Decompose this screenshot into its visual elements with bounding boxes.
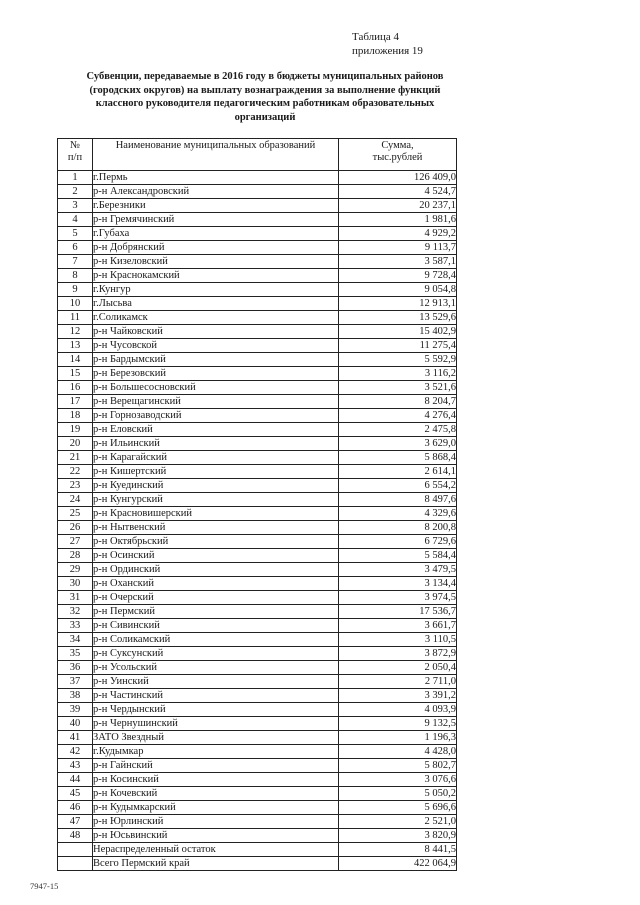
row-municipality: р-н Краснокамский: [93, 269, 339, 283]
row-municipality: р-н Октябрьский: [93, 535, 339, 549]
table-row: [58, 605, 457, 619]
row-amount: 5 696,6: [339, 801, 457, 815]
row-amount: 3 820,9: [339, 829, 457, 843]
row-number: 19: [58, 423, 93, 437]
row-municipality: р-н Кизеловский: [93, 255, 339, 269]
header-name: Наименование муниципальных образований: [93, 139, 339, 171]
table-row: [58, 325, 457, 339]
row-number: 40: [58, 717, 93, 731]
row-number: 15: [58, 367, 93, 381]
row-number: 3: [58, 199, 93, 213]
row-municipality: р-н Ильинский: [93, 437, 339, 451]
row-number: 45: [58, 787, 93, 801]
caption-appendix: приложения 19: [352, 45, 423, 57]
row-municipality: г.Березники: [93, 199, 339, 213]
row-amount: 9 132,5: [339, 717, 457, 731]
row-municipality: р-н Кочевский: [93, 787, 339, 801]
row-number: 1: [58, 171, 93, 185]
row-number: 35: [58, 647, 93, 661]
table-row: [58, 619, 457, 633]
row-number: 7: [58, 255, 93, 269]
row-municipality: р-н Кунгурский: [93, 493, 339, 507]
subsidy-table: [57, 138, 457, 871]
row-amount: 12 913,1: [339, 297, 457, 311]
row-municipality: р-н Красновишерский: [93, 507, 339, 521]
table-header: [58, 139, 457, 171]
table-row: [58, 787, 457, 801]
row-amount: 3 116,2: [339, 367, 457, 381]
row-amount: 4 428,0: [339, 745, 457, 759]
table-row: [58, 283, 457, 297]
table-row: [58, 465, 457, 479]
document-title: [60, 70, 470, 124]
row-number: 33: [58, 619, 93, 633]
header-sum: Сумма, тыс.рублей: [339, 139, 457, 171]
table-row: [58, 353, 457, 367]
row-municipality: р-н Чернушинский: [93, 717, 339, 731]
table-row: [58, 255, 457, 269]
table-row: [58, 549, 457, 563]
row-municipality: Всего Пермский край: [93, 857, 339, 871]
row-amount: 9 054,8: [339, 283, 457, 297]
table-row: [58, 367, 457, 381]
table-row: [58, 717, 457, 731]
row-amount: 2 050,4: [339, 661, 457, 675]
row-municipality: р-н Юрлинский: [93, 815, 339, 829]
row-municipality: р-н Чайковский: [93, 325, 339, 339]
row-number: 11: [58, 311, 93, 325]
table-row: [58, 745, 457, 759]
row-municipality: ЗАТО Звездный: [93, 731, 339, 745]
row-number: 17: [58, 395, 93, 409]
row-municipality: г.Лысьва: [93, 297, 339, 311]
row-amount: 4 524,7: [339, 185, 457, 199]
row-number: 29: [58, 563, 93, 577]
row-number: 6: [58, 241, 93, 255]
row-number: 18: [58, 409, 93, 423]
row-amount: 11 275,4: [339, 339, 457, 353]
table-row: [58, 591, 457, 605]
row-number: 36: [58, 661, 93, 675]
row-amount: 3 661,7: [339, 619, 457, 633]
row-amount: 3 391,2: [339, 689, 457, 703]
row-amount: 3 110,5: [339, 633, 457, 647]
row-municipality: р-н Добрянский: [93, 241, 339, 255]
row-number: 32: [58, 605, 93, 619]
table-row: [58, 185, 457, 199]
row-amount: 422 064,9: [339, 857, 457, 871]
row-number: 4: [58, 213, 93, 227]
row-amount: 2 521,0: [339, 815, 457, 829]
table-row: [58, 703, 457, 717]
row-municipality: р-н Гайнский: [93, 759, 339, 773]
row-number: 23: [58, 479, 93, 493]
row-amount: 3 587,1: [339, 255, 457, 269]
table-row: [58, 493, 457, 507]
row-amount: 5 592,9: [339, 353, 457, 367]
row-amount: 3 076,6: [339, 773, 457, 787]
row-amount: 5 050,2: [339, 787, 457, 801]
table-row: [58, 633, 457, 647]
row-municipality: р-н Карагайский: [93, 451, 339, 465]
table-row: [58, 773, 457, 787]
table-row: [58, 213, 457, 227]
row-amount: 3 134,4: [339, 577, 457, 591]
row-number: 39: [58, 703, 93, 717]
table-row: [58, 507, 457, 521]
row-number: 34: [58, 633, 93, 647]
row-number: 27: [58, 535, 93, 549]
table-row: [58, 689, 457, 703]
row-municipality: р-н Куединский: [93, 479, 339, 493]
row-amount: 8 200,8: [339, 521, 457, 535]
row-amount: 15 402,9: [339, 325, 457, 339]
row-amount: 3 521,6: [339, 381, 457, 395]
table-caption: [352, 30, 423, 58]
row-municipality: р-н Большесосновский: [93, 381, 339, 395]
row-number: 2: [58, 185, 93, 199]
row-amount: 2 711,0: [339, 675, 457, 689]
row-number: 14: [58, 353, 93, 367]
row-municipality: р-н Юсьвинский: [93, 829, 339, 843]
row-municipality: р-н Пермский: [93, 605, 339, 619]
row-amount: 126 409,0: [339, 171, 457, 185]
row-number: 28: [58, 549, 93, 563]
row-amount: 8 204,7: [339, 395, 457, 409]
row-number: 37: [58, 675, 93, 689]
table-row: [58, 647, 457, 661]
row-municipality: р-н Еловский: [93, 423, 339, 437]
row-municipality: р-н Сивинский: [93, 619, 339, 633]
table-row: [58, 535, 457, 549]
row-amount: 2 614,1: [339, 465, 457, 479]
row-number: [58, 857, 93, 871]
table-row: [58, 857, 457, 871]
row-municipality: р-н Верещагинский: [93, 395, 339, 409]
row-amount: 3 872,9: [339, 647, 457, 661]
row-municipality: р-н Уинский: [93, 675, 339, 689]
table-row: [58, 563, 457, 577]
row-number: 31: [58, 591, 93, 605]
table-row: [58, 311, 457, 325]
row-number: 12: [58, 325, 93, 339]
row-amount: 9 728,4: [339, 269, 457, 283]
table-row: [58, 801, 457, 815]
row-municipality: р-н Чусовской: [93, 339, 339, 353]
row-number: 30: [58, 577, 93, 591]
row-number: 46: [58, 801, 93, 815]
row-amount: 9 113,7: [339, 241, 457, 255]
table-row: [58, 339, 457, 353]
table-row: [58, 815, 457, 829]
table-row: [58, 437, 457, 451]
row-municipality: р-н Бардымский: [93, 353, 339, 367]
row-number: 13: [58, 339, 93, 353]
row-amount: 3 629,0: [339, 437, 457, 451]
row-amount: 3 479,5: [339, 563, 457, 577]
row-number: 44: [58, 773, 93, 787]
table-row: [58, 759, 457, 773]
table-body: [58, 171, 457, 871]
row-number: 48: [58, 829, 93, 843]
row-amount: 3 974,5: [339, 591, 457, 605]
row-municipality: р-н Усольский: [93, 661, 339, 675]
row-municipality: р-н Оханский: [93, 577, 339, 591]
row-amount: 8 497,6: [339, 493, 457, 507]
row-amount: 2 475,8: [339, 423, 457, 437]
caption-table-number: Таблица 4: [352, 31, 400, 43]
table-row: [58, 241, 457, 255]
row-number: 38: [58, 689, 93, 703]
table-row: [58, 661, 457, 675]
row-municipality: г.Соликамск: [93, 311, 339, 325]
row-amount: 4 929,2: [339, 227, 457, 241]
row-municipality: Нераспределенный остаток: [93, 843, 339, 857]
row-number: 10: [58, 297, 93, 311]
row-amount: 1 981,6: [339, 213, 457, 227]
row-municipality: р-н Соликамский: [93, 633, 339, 647]
table-row: [58, 381, 457, 395]
row-amount: 4 329,6: [339, 507, 457, 521]
row-number: 43: [58, 759, 93, 773]
row-amount: 5 584,4: [339, 549, 457, 563]
table-row: [58, 479, 457, 493]
table-row: [58, 409, 457, 423]
row-number: 25: [58, 507, 93, 521]
row-amount: 6 554,2: [339, 479, 457, 493]
row-number: 41: [58, 731, 93, 745]
row-municipality: р-н Частинский: [93, 689, 339, 703]
row-municipality: г.Пермь: [93, 171, 339, 185]
table-row: [58, 675, 457, 689]
row-number: [58, 843, 93, 857]
row-municipality: р-н Ординский: [93, 563, 339, 577]
row-number: 16: [58, 381, 93, 395]
table-row: [58, 227, 457, 241]
table-row: [58, 269, 457, 283]
row-number: 47: [58, 815, 93, 829]
row-municipality: р-н Суксунский: [93, 647, 339, 661]
title-line-4: организаций: [234, 111, 296, 123]
table-row: [58, 577, 457, 591]
row-amount: 13 529,6: [339, 311, 457, 325]
row-amount: 17 536,7: [339, 605, 457, 619]
table-row: [58, 829, 457, 843]
row-number: 5: [58, 227, 93, 241]
row-number: 8: [58, 269, 93, 283]
row-number: 21: [58, 451, 93, 465]
table-row: [58, 521, 457, 535]
row-number: 26: [58, 521, 93, 535]
row-number: 42: [58, 745, 93, 759]
row-municipality: р-н Кудымкарский: [93, 801, 339, 815]
row-municipality: р-н Очерский: [93, 591, 339, 605]
row-number: 22: [58, 465, 93, 479]
row-municipality: р-н Косинский: [93, 773, 339, 787]
table-row: [58, 843, 457, 857]
table-row: [58, 423, 457, 437]
row-municipality: р-н Гремячинский: [93, 213, 339, 227]
table-row: [58, 395, 457, 409]
table-row: [58, 199, 457, 213]
header-number: № п/п: [58, 139, 93, 171]
row-number: 9: [58, 283, 93, 297]
row-amount: 5 802,7: [339, 759, 457, 773]
row-municipality: р-н Осинский: [93, 549, 339, 563]
row-amount: 1 196,3: [339, 731, 457, 745]
row-municipality: р-н Нытвенский: [93, 521, 339, 535]
row-number: 24: [58, 493, 93, 507]
row-municipality: р-н Кишертский: [93, 465, 339, 479]
row-amount: 6 729,6: [339, 535, 457, 549]
row-amount: 8 441,5: [339, 843, 457, 857]
table-row: [58, 297, 457, 311]
row-municipality: г.Губаха: [93, 227, 339, 241]
row-amount: 20 237,1: [339, 199, 457, 213]
row-municipality: р-н Березовский: [93, 367, 339, 381]
page-footnote: 7947-15: [30, 881, 59, 891]
row-municipality: р-н Горнозаводский: [93, 409, 339, 423]
table-row: [58, 731, 457, 745]
row-municipality: г.Кудымкар: [93, 745, 339, 759]
table-row: [58, 451, 457, 465]
row-amount: 4 093,9: [339, 703, 457, 717]
row-municipality: р-н Чердынский: [93, 703, 339, 717]
title-line-2: (городских округов) на выплату вознаграждения за выполнение функций: [89, 84, 441, 96]
row-number: 20: [58, 437, 93, 451]
row-amount: 4 276,4: [339, 409, 457, 423]
row-amount: 5 868,4: [339, 451, 457, 465]
row-municipality: р-н Александровский: [93, 185, 339, 199]
title-line-3: классного руководителя педагогическим работникам образовательных: [95, 98, 435, 109]
title-line-1: Субвенции, передаваемые в 2016 году в бюджеты муниципальных районов: [86, 71, 444, 82]
table-row: [58, 171, 457, 185]
row-municipality: г.Кунгур: [93, 283, 339, 297]
